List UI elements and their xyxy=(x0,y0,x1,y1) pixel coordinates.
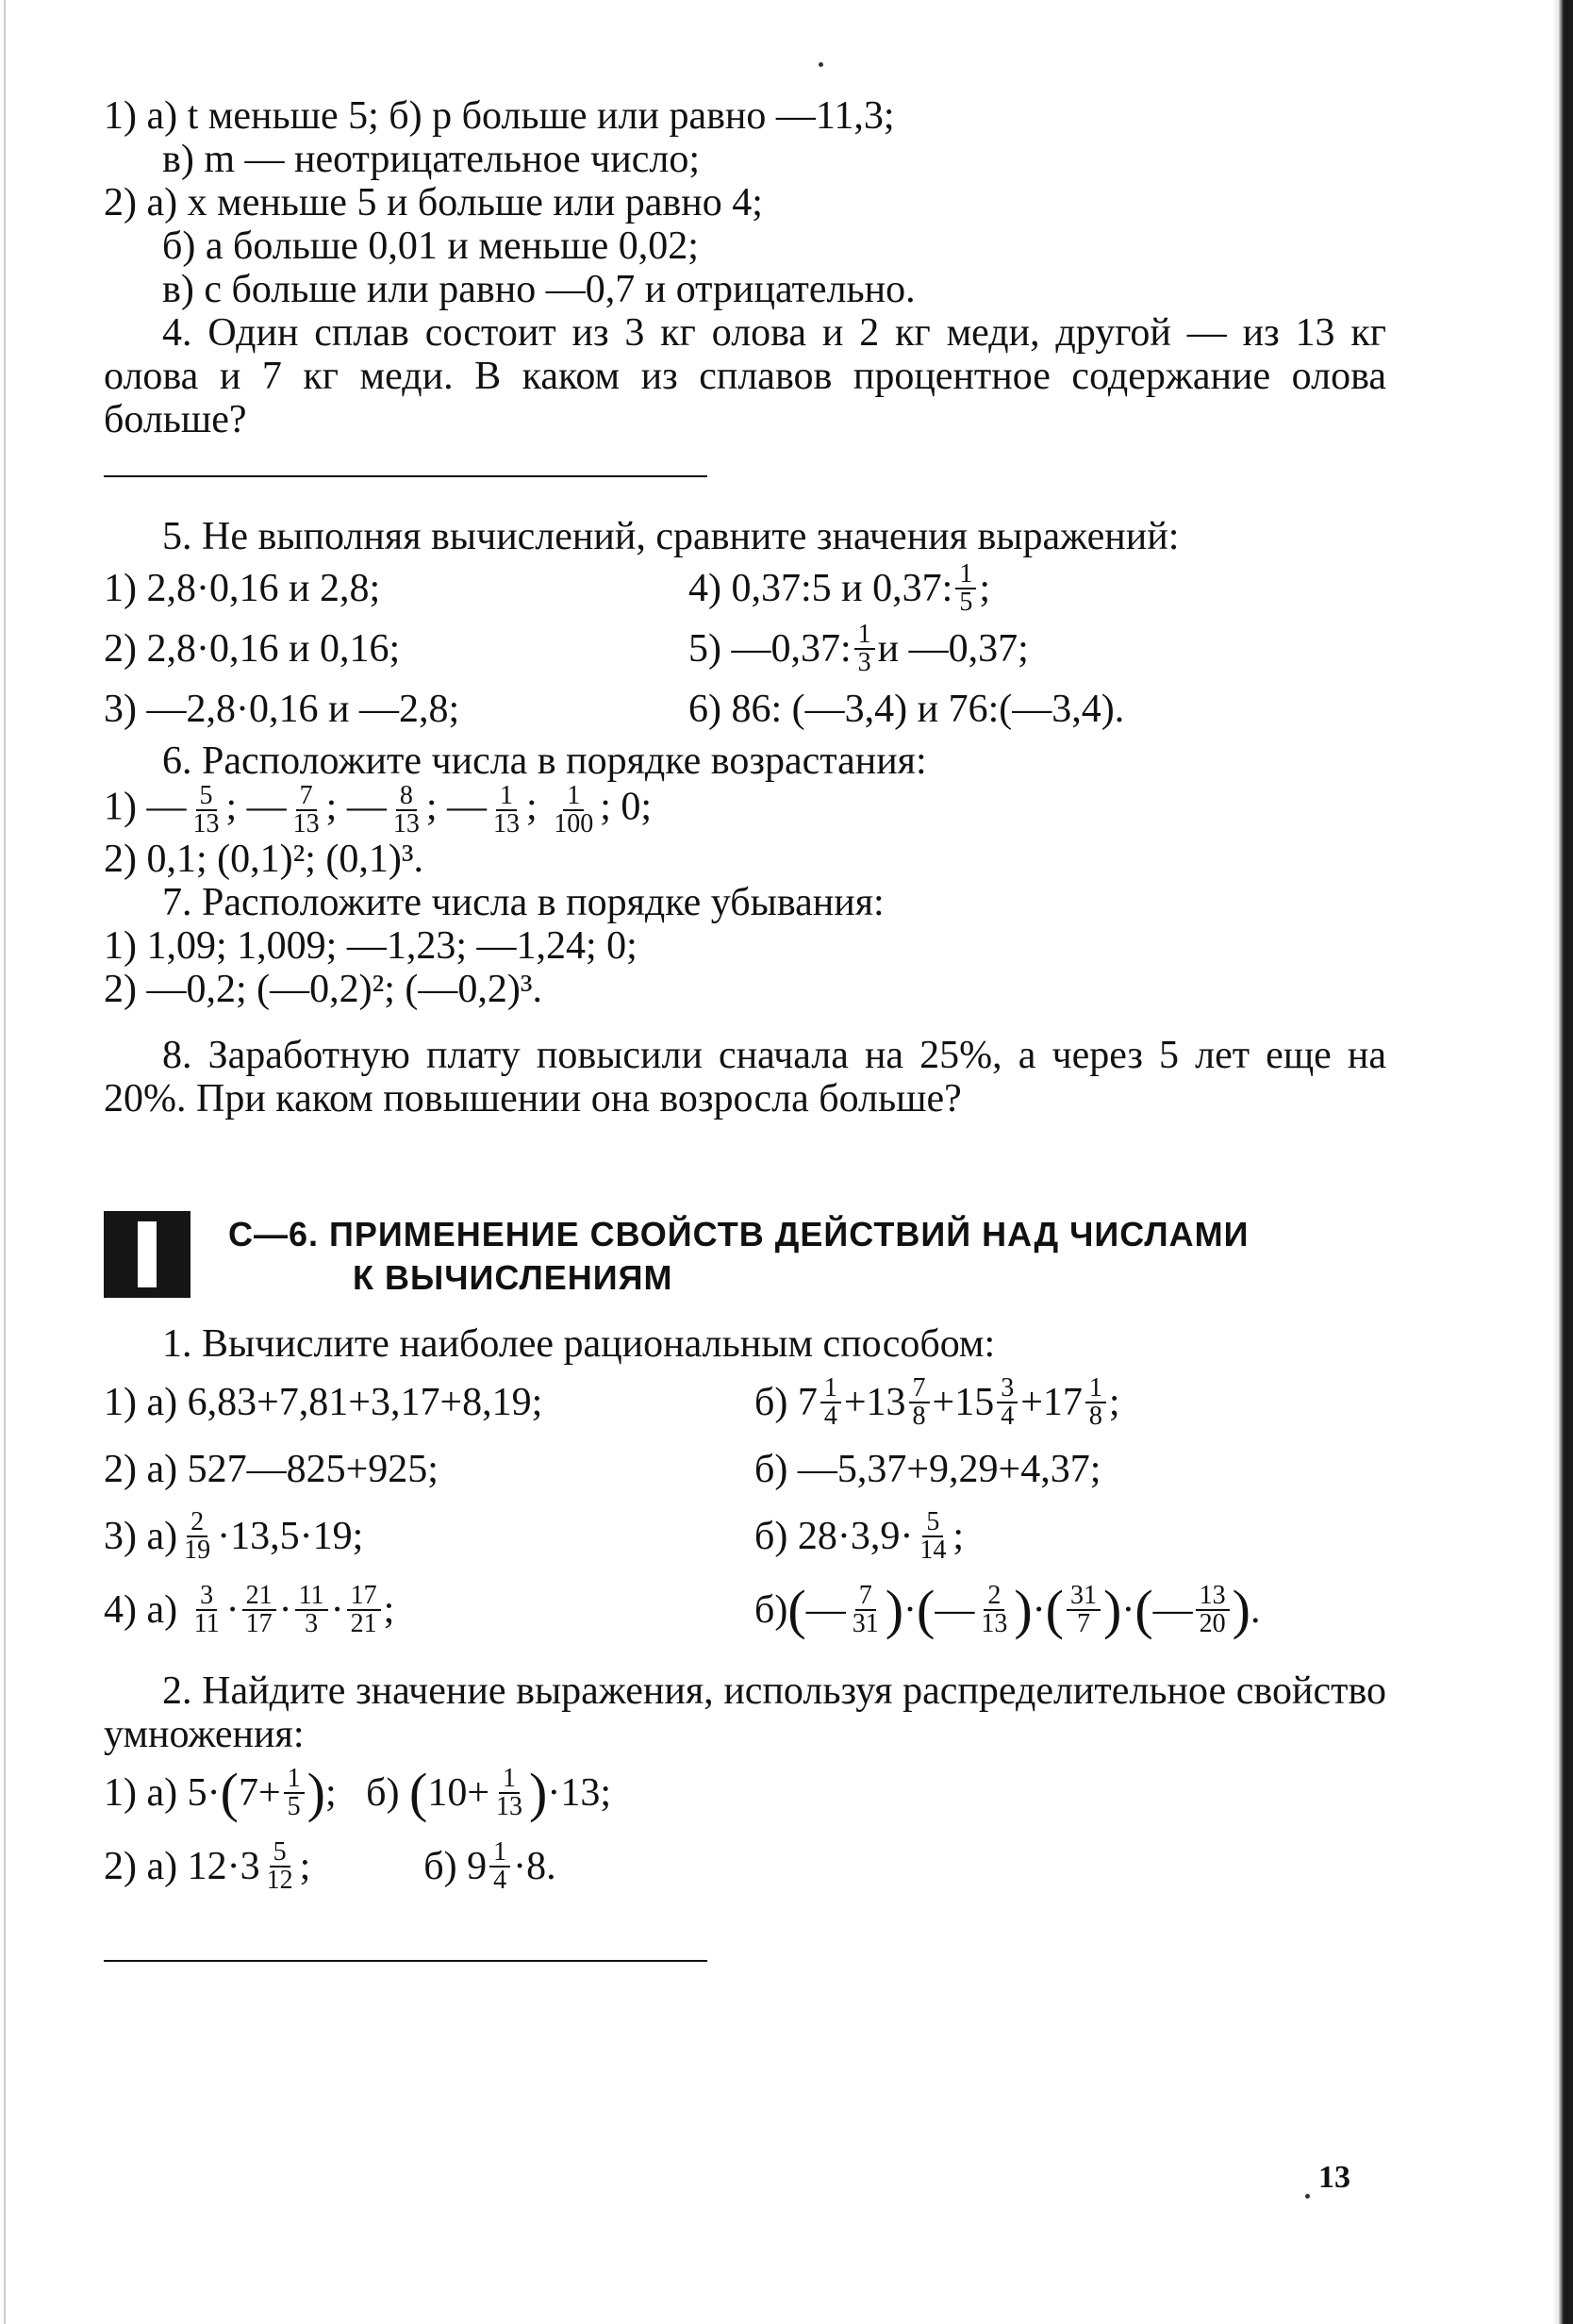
speck xyxy=(819,62,823,67)
section-title: С—6. ПРИМЕНЕНИЕ СВОЙСТВ ДЕЙСТВИЙ НАД ЧИСЛАМИ К ВЫЧИСЛЕНИЯМ xyxy=(228,1215,1250,1297)
answer-line-2: в) m — неотрицательное число; xyxy=(162,138,701,181)
task-6-line-2: 2) 0,1; (0,1)²; (0,1)³. xyxy=(104,838,423,881)
exercise-1-row-4b: б) ( — $\frac{7}{31}$ ) · ( — $\frac{2}{13}$ ) · ( $\frac{31}{7}$ ) · ( — $\frac{13}{20}$ ) . xyxy=(754,1579,1261,1640)
fraction-1-3: $\frac{1}{3}$ xyxy=(854,622,875,676)
task-6-line-1: 1) — $\frac{5}{13}$ ; — $\frac{7}{13}$ ; — $\frac{8}{13}$ ; — $\frac{1}{13}$ ; $\frac{1}{100}$ ; 0; xyxy=(104,781,653,838)
task-5-item-2: 2) 2,8·0,16 и 0,16; xyxy=(104,627,401,671)
answer-line-1: 1) а) t меньше 5; б) p больше или равно —11,3; xyxy=(104,94,895,138)
exercise-1-row-3b: б) 28·3,9· $\frac{5}{14}$ ; xyxy=(754,1507,964,1565)
exercise-1-columns xyxy=(104,1366,1386,1647)
exercise-1-row-3a: 3) а) $\frac{2}{19}$ ·13,5·19; xyxy=(104,1507,364,1565)
exercise-2-title: 2. Найдите значение выражения, используя распределительное свойство умножения: xyxy=(104,1669,1386,1756)
section-header xyxy=(104,1205,1386,1300)
page-content xyxy=(104,94,1386,2000)
page-right-edge xyxy=(1552,0,1573,2324)
exercise-1-title: 1. Вычислите наиболее рациональным способом: xyxy=(162,1322,996,1366)
exercise-1-row-1a: 1) а) 6,83+7,81+3,17+8,19; xyxy=(104,1381,543,1424)
exercise-1-row-1b: б) 7 $\frac{1}{4}$ +13 $\frac{7}{8}$ +15 $\frac{3}{4}$ +17 $\frac{1}{8}$ ; xyxy=(754,1373,1120,1431)
exercise-1-row-2b: б) —5,37+9,29+4,37; xyxy=(754,1448,1101,1491)
task-5-item-6: 6) 86: (—3,4) и 76:(—3,4). xyxy=(688,688,1125,731)
exercise-2-row-2: 2) а) 12·3 $\frac{5}{12}$ ; б) 9 $\frac{1}{4}$ ·8. xyxy=(104,1837,556,1895)
task-8: 8. Заработную плату повысили сначала на 25%, а через 5 лет еще на 20%. При каком повышении она возросла больше? xyxy=(104,1034,1386,1120)
task-5-title: 5. Не выполняя вычислений, сравните значения выражений: xyxy=(162,515,1180,558)
task-5-item-3: 3) —2,8·0,16 и —2,8; xyxy=(104,688,460,731)
page-number: 13 xyxy=(1318,2160,1350,2195)
divider-2 xyxy=(104,1960,707,1962)
task-5-item-4: 4) 0,37:5 и 0,37: $\frac{1}{5}$ ; xyxy=(688,559,990,617)
answer-line-5: в) c больше или равно —0,7 и отрицательно. xyxy=(162,268,916,311)
answer-line-4: б) a больше 0,01 и меньше 0,02; xyxy=(162,224,699,268)
task-7-line-1: 1) 1,09; 1,009; —1,23; —1,24; 0; xyxy=(104,924,637,968)
task-4: 4. Один сплав состоит из 3 кг олова и 2 кг меди, другой — из 13 кг олова и 7 кг меди. В каком из сплавов процентное содержание олова больше? xyxy=(104,311,1386,441)
task-6-title: 6. Расположите числа в порядке возрастания: xyxy=(162,739,927,783)
exercise-2-row-1: 1) а) 5· ( 7+ $\frac{1}{5}$ ) ; б) ( 10+ $\frac{1}{13}$ ) ·13; xyxy=(104,1762,611,1823)
exercise-1-row-4a: 4) а) $\frac{3}{11}$ · $\frac{21}{17}$ · $\frac{11}{3}$ · $\frac{17}{21}$ ; xyxy=(104,1581,395,1638)
task-7-line-2: 2) —0,2; (—0,2)²; (—0,2)³. xyxy=(104,968,542,1011)
task-5-columns xyxy=(104,558,1386,739)
answer-line-3: 2) а) x меньше 5 и больше или равно 4; xyxy=(104,181,763,224)
page-left-edge xyxy=(4,0,6,2324)
section-level-mark xyxy=(104,1211,190,1298)
task-7-title: 7. Расположите числа в порядке убывания: xyxy=(162,881,885,924)
speck xyxy=(1305,2194,1310,2199)
exercise-1-row-2a: 2) а) 527—825+925; xyxy=(104,1448,439,1491)
divider-1 xyxy=(104,475,707,477)
task-5-item-1: 1) 2,8·0,16 и 2,8; xyxy=(104,567,381,610)
task-5-item-5: 5) —0,37: $\frac{1}{3}$ и —0,37; xyxy=(688,620,1029,677)
fraction-1-5: $\frac{1}{5}$ xyxy=(955,561,976,616)
